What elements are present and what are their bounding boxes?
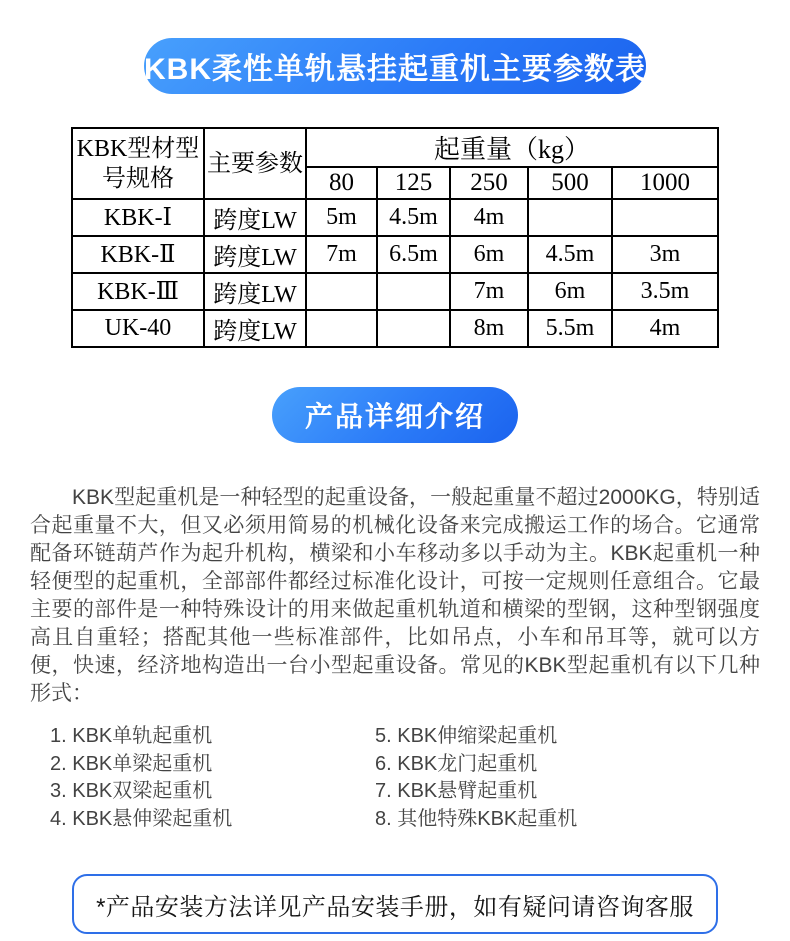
span-value-cell: [528, 199, 612, 236]
capacity-col-1000: 1000: [612, 167, 718, 199]
span-value-cell: 7m: [306, 236, 377, 273]
col-header-model: KBK型材型号规格: [72, 128, 204, 199]
span-value-cell: 4m: [450, 199, 528, 236]
param-cell: 跨度LW: [204, 310, 306, 347]
span-value-cell: 4m: [612, 310, 718, 347]
span-value-cell: 8m: [450, 310, 528, 347]
header-row-top: [72, 128, 718, 167]
span-value-cell: 5m: [306, 199, 377, 236]
crane-type-list-left: [50, 723, 375, 833]
capacity-col-80: 80: [306, 167, 377, 199]
span-value-cell: [377, 310, 450, 347]
crane-type-list-right: [375, 723, 577, 833]
span-value-cell: [612, 199, 718, 236]
span-value-cell: 6m: [450, 236, 528, 273]
list-item: 4. KBK悬伸梁起重机: [50, 807, 233, 830]
title-banner: [144, 38, 646, 94]
list-item: 7. KBK悬臂起重机: [375, 780, 538, 802]
span-value-cell: 6m: [528, 273, 612, 310]
product-intro-section-button: [272, 387, 518, 443]
model-cell: KBK-Ⅱ: [72, 236, 204, 273]
list-item: 6. KBK龙门起重机: [375, 752, 538, 775]
span-value-cell: 3.5m: [612, 273, 718, 310]
table-row: [72, 199, 718, 236]
span-value-cell: 7m: [450, 273, 528, 310]
param-cell: 跨度LW: [204, 199, 306, 236]
param-cell: 跨度LW: [204, 273, 306, 310]
model-cell: UK-40: [72, 310, 204, 347]
list-item: 2. KBK单梁起重机: [50, 752, 213, 775]
list-item: 5. KBK伸缩梁起重机: [375, 725, 558, 747]
capacity-col-250: 250: [450, 167, 528, 199]
installation-note-text: *产品安装方法详见产品安装手册，如有疑问请咨询客服: [96, 893, 694, 921]
crane-type-list: [0, 723, 790, 833]
col-header-capacity: 起重量（kg）: [306, 128, 718, 167]
span-value-cell: 4.5m: [528, 236, 612, 273]
capacity-col-500: 500: [528, 167, 612, 199]
installation-note-box: [72, 874, 718, 934]
model-cell: KBK-Ⅲ: [72, 273, 204, 310]
intro-paragraph: KBK型起重机是一种轻型的起重设备，一般起重量不超过2000KG，特别适合起重量不大，但又必须用简易的机械化设备来完成搬运工作的场合。它通常配备环链葫芦作为起升机构，横梁和小车移动多以手动为主。KBK起重机一种轻便型的起重机，全部部件都经过标准化设计，可按一定规则任意组合。它最主要的部件是一种特殊设计的用来做起重机轨道和横梁的型钢，这种型钢强度高且自重轻；搭配其他一些标准部件，比如吊点，小车和吊耳等，就可以方便，快速，经济地构造出一台小型起重设备。常见的KBK型起重机有以下几种形式：: [30, 486, 760, 705]
span-value-cell: 6.5m: [377, 236, 450, 273]
col-header-param: 主要参数: [204, 128, 306, 199]
list-item: 3. KBK双梁起重机: [50, 780, 213, 802]
model-cell: KBK-Ⅰ: [72, 199, 204, 236]
span-value-cell: 4.5m: [377, 199, 450, 236]
table-row: [72, 273, 718, 310]
table-row: [72, 310, 718, 347]
capacity-col-125: 125: [377, 167, 450, 199]
parameters-table: [71, 127, 719, 348]
span-value-cell: [306, 310, 377, 347]
param-cell: 跨度LW: [204, 236, 306, 273]
list-item: 1. KBK单轨起重机: [50, 725, 213, 747]
span-value-cell: 5.5m: [528, 310, 612, 347]
product-intro-section-label: 产品详细介绍: [304, 401, 485, 432]
span-value-cell: [377, 273, 450, 310]
table-row: [72, 236, 718, 273]
list-item: 8. 其他特殊KBK起重机: [375, 807, 578, 830]
span-value-cell: 3m: [612, 236, 718, 273]
page-title: KBK柔性单轨悬挂起重机主要参数表: [144, 53, 646, 86]
span-value-cell: [306, 273, 377, 310]
